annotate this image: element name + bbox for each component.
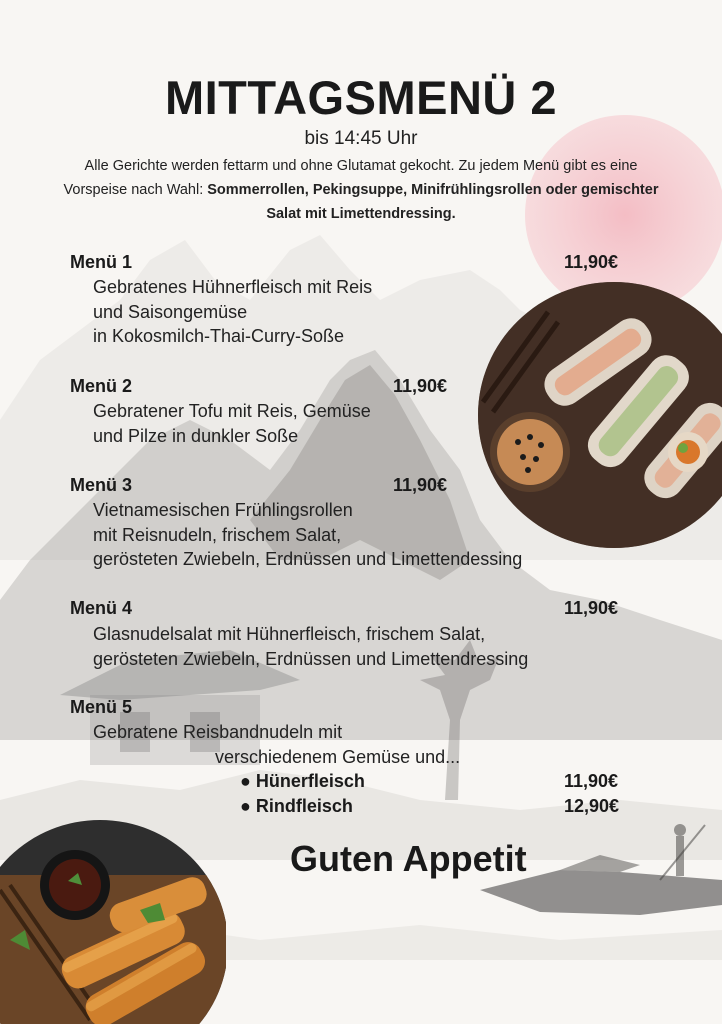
menu-3-line: mit Reisnudeln, frischem Salat,: [93, 524, 342, 545]
menu-5-option-beef-price: 12,90€: [564, 796, 620, 816]
menu-5-description: [93, 720, 460, 769]
intro-text: [60, 154, 662, 226]
menu-1-line: in Kokosmilch-Thai-Curry-Soße: [93, 326, 345, 346]
closing-text: Guten Appetit: [290, 838, 527, 879]
menu-5-line: Gebratene Reisbandnudeln mit: [93, 722, 343, 742]
menu-4-price: 11,90€: [564, 598, 619, 618]
menu-1-line: und Saisongemüse: [93, 301, 248, 322]
summer-rolls-photo: [478, 282, 722, 548]
menu-3-description: [93, 498, 522, 572]
menu-5-option-chicken: ● Hünerfleisch: [240, 771, 365, 791]
menu-3-line: Vietnamesischen Frühlingsrollen: [93, 500, 353, 520]
menu-5-line: verschiedenem Gemüse und...: [215, 746, 461, 767]
intro-starters: Sommerrollen, Pekingsuppe, Minifrühlingsrollen oder gemischter Salat mit Limettendressing.: [207, 182, 659, 222]
menu-5-option-chicken-price: 11,90€: [564, 771, 619, 791]
menu-4-title: Menü 4: [70, 598, 133, 618]
menu-1-title: Menü 1: [70, 252, 133, 272]
menu-2-price: 11,90€: [393, 376, 448, 396]
menu-2-line: und Pilze in dunkler Soße: [93, 425, 299, 446]
page-title: MITTAGSMENÜ 2: [164, 71, 558, 124]
menu-3-title: Menü 3: [70, 475, 133, 495]
spring-rolls-photo: [0, 815, 226, 1024]
menu-3-line: gerösteten Zwiebeln, Erdnüssen und Limettendessing: [93, 549, 523, 569]
menu-1-line: Gebratenes Hühnerfleisch mit Reis: [93, 277, 373, 297]
menu-1-price: 11,90€: [564, 252, 619, 272]
menu-5-title: Menü 5: [70, 697, 133, 717]
menu-4-description: [93, 622, 528, 671]
menu-5-option-beef: ● Rindfleisch: [240, 796, 353, 816]
menu-4-line: Glasnudelsalat mit Hühnerfleisch, frischem Salat,: [93, 624, 486, 644]
menu-2-description: [93, 399, 371, 448]
menu-4-line: gerösteten Zwiebeln, Erdnüssen und Limettendressing: [93, 648, 529, 669]
time-subtitle: bis 14:45 Uhr: [304, 128, 418, 149]
menu-1-description: [93, 275, 372, 349]
intro-part-1: Alle Gerichte werden fettarm und ohne Glutamat gekocht. Zu jedem Menü gibt es eine Vorspeise nach Wahl:: [63, 158, 638, 198]
menu-3-price: 11,90€: [393, 475, 448, 495]
menu-2-title: Menü 2: [70, 376, 133, 396]
menu-2-line: Gebratener Tofu mit Reis, Gemüse: [93, 401, 371, 421]
